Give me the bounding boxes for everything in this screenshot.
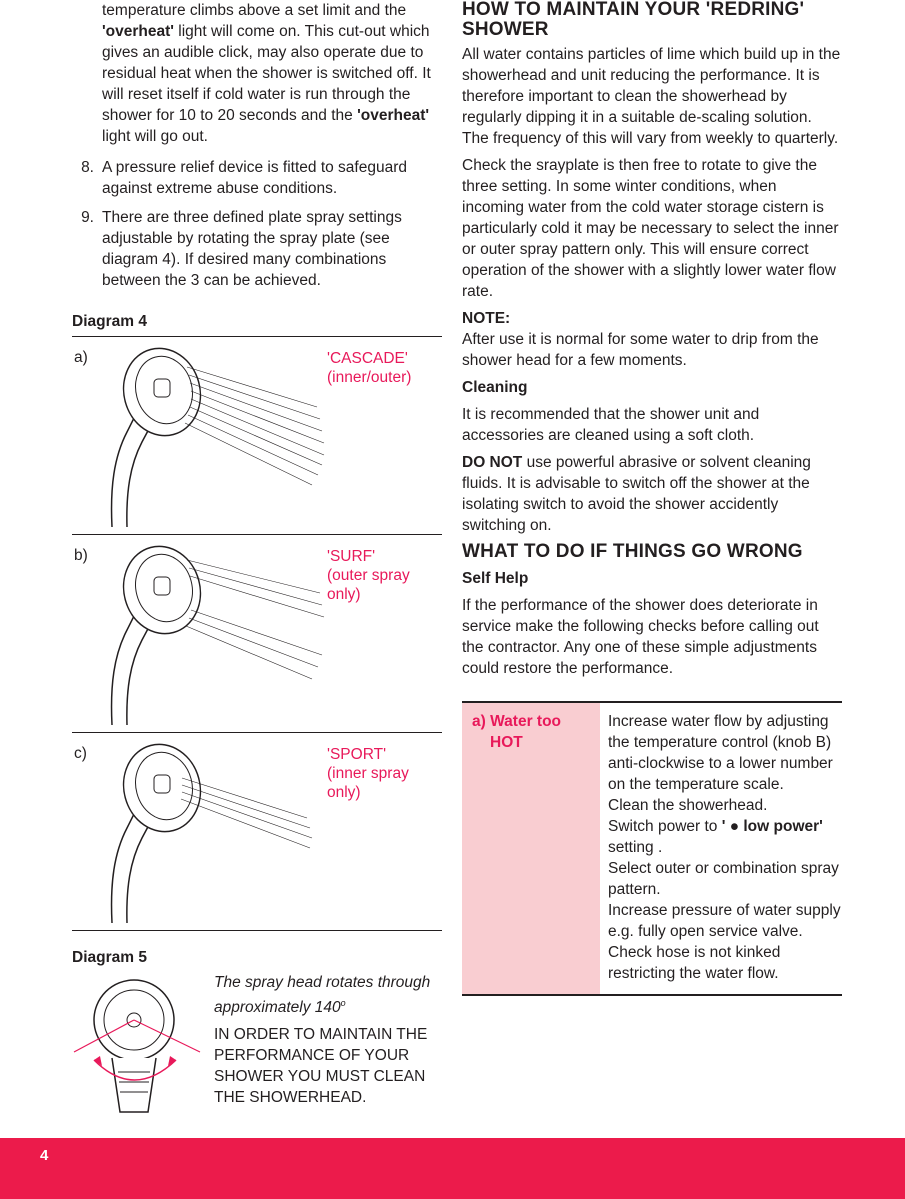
low-power-label: ' ● low power' xyxy=(721,818,823,835)
list-text: There are three defined plate spray settings adjustable by rotating the spray plate (see diagram 4). If desired many combinations between the 3 can be achieved. xyxy=(102,209,402,289)
showerhead-sport-illustration xyxy=(92,733,332,928)
diagram-panel-c xyxy=(72,732,442,931)
caption-desc-cont: only) xyxy=(327,586,361,603)
page-number: 4 xyxy=(40,1147,49,1164)
maintain-paragraph-1: All water contains particles of lime which build up in the showerhead and unit reducing the performance. It is therefore important to clean the showerhead by regularly dipping it in a suitable de-scaling solution. The frequency of this will vary from weekly to quarterly. xyxy=(462,46,841,147)
remedy-line: Select outer or combination spray pattern. xyxy=(608,860,839,898)
problem-cell xyxy=(462,703,600,994)
maintain-heading: HOW TO MAINTAIN YOUR 'REDRING' SHOWER xyxy=(462,0,805,40)
troubleshooting-heading: WHAT TO DO IF THINGS GO WRONG xyxy=(462,541,803,562)
diagram-5-title: Diagram 5 xyxy=(72,949,147,966)
rotation-note xyxy=(214,972,444,1018)
showerhead-cascade-illustration xyxy=(92,337,332,532)
caption-desc: (inner spray xyxy=(327,765,409,782)
caption-desc-cont: only) xyxy=(327,784,361,801)
note-label: NOTE: xyxy=(462,310,511,327)
list-item-8 xyxy=(72,157,442,199)
list-item-9 xyxy=(72,207,442,291)
caption-desc: (outer spray xyxy=(327,567,410,584)
diagram-panel-a xyxy=(72,336,442,534)
remedy-line: Clean the showerhead. xyxy=(608,797,768,814)
remedy-line: Increase water flow by adjusting the temperature control (knob B) anti-clockwise to a lower number on the temperature scale. xyxy=(608,713,833,793)
self-help-text: If the performance of the shower does deteriorate in service make the following checks before calling out the contractor. Any one of these simple adjustments could restore the performance. xyxy=(462,597,819,677)
diagram-panel-b xyxy=(72,534,442,732)
caption-mode: 'CASCADE' xyxy=(327,350,408,367)
right-column xyxy=(462,0,842,996)
panel-caption-c xyxy=(327,745,409,802)
panel-caption-b xyxy=(327,547,410,604)
diagram-5 xyxy=(72,972,442,1122)
troubleshooting-table xyxy=(462,701,842,996)
diagram-4-title: Diagram 4 xyxy=(72,313,147,330)
panel-letter: a) xyxy=(74,349,88,366)
degree-symbol: o xyxy=(340,998,346,1008)
remedy-cell xyxy=(600,703,842,994)
panel-letter: c) xyxy=(74,745,87,762)
do-not-label: DO NOT xyxy=(462,454,523,471)
remedy-line: Check hose is not kinked restricting the water flow. xyxy=(608,944,781,982)
self-help-label: Self Help xyxy=(462,570,529,587)
overheat-label-2: 'overheat' xyxy=(357,107,430,124)
clean-showerhead-warning: IN ORDER TO MAINTAIN THE PERFORMANCE OF YOUR SHOWER YOU MUST CLEAN THE SHOWERHEAD. xyxy=(214,1026,428,1107)
panel-caption-a xyxy=(327,349,411,387)
intro-paragraph xyxy=(72,0,442,147)
caption-mode: 'SPORT' xyxy=(327,746,387,763)
list-number: 8. xyxy=(81,159,94,176)
list-number: 9. xyxy=(81,209,94,226)
do-not-paragraph xyxy=(462,452,842,536)
list-text: A pressure relief device is fitted to safeguard against extreme abuse conditions. xyxy=(102,159,407,197)
maintain-paragraph-2: Check the srayplate is then free to rotate to give the three setting. In some winter conditions, when incoming water from the cold water storage cistern is particularly cold it may be necessary to select the inner or outer spray pattern only. This will ensure correct operation of the shower with a slightly lower water flow rate. xyxy=(462,157,839,300)
switch-prefix: Switch power to xyxy=(608,818,722,835)
caption-mode: 'SURF' xyxy=(327,548,376,565)
diagram-5-text xyxy=(214,972,444,1114)
switch-suffix: setting . xyxy=(608,839,663,856)
problem-letter: a) xyxy=(472,713,486,730)
cleaning-text: It is recommended that the shower unit and accessories are cleaned using a soft cloth. xyxy=(462,406,760,444)
overheat-label-1: 'overheat' xyxy=(102,23,174,40)
cleaning-label: Cleaning xyxy=(462,379,528,396)
page-footer xyxy=(0,1138,905,1199)
intro-text-2: light will come on. This cut-out which gives an audible click, may also operate due to residual heat when the shower is switched off. It will reset itself if cold water is run through the shower for 10 to 20 seconds and the xyxy=(102,23,431,124)
left-column xyxy=(72,0,442,1122)
remedy-line: Increase pressure of water supply e.g. fully open service valve. xyxy=(608,902,841,940)
intro-text-1: temperature climbs above a set limit and the xyxy=(102,2,407,19)
panel-letter: b) xyxy=(74,547,88,564)
spray-head-rotation-illustration xyxy=(72,972,212,1117)
showerhead-surf-illustration xyxy=(92,535,332,730)
remedy-line xyxy=(608,816,842,858)
caption-desc: (inner/outer) xyxy=(327,369,412,386)
note-text: After use it is normal for some water to drip from the shower head for a few moments. xyxy=(462,331,819,369)
do-not-text: use powerful abrasive or solvent cleaning fluids. It is advisable to switch off the shower at the isolating switch to avoid the shower accidently switching on. xyxy=(462,454,811,534)
intro-text-3: light will go out. xyxy=(102,128,208,145)
problem-text-cont: HOT xyxy=(490,734,523,751)
rotation-text: The spray head rotates through approximately 140 xyxy=(214,974,431,1017)
problem-text: Water too xyxy=(490,713,562,730)
